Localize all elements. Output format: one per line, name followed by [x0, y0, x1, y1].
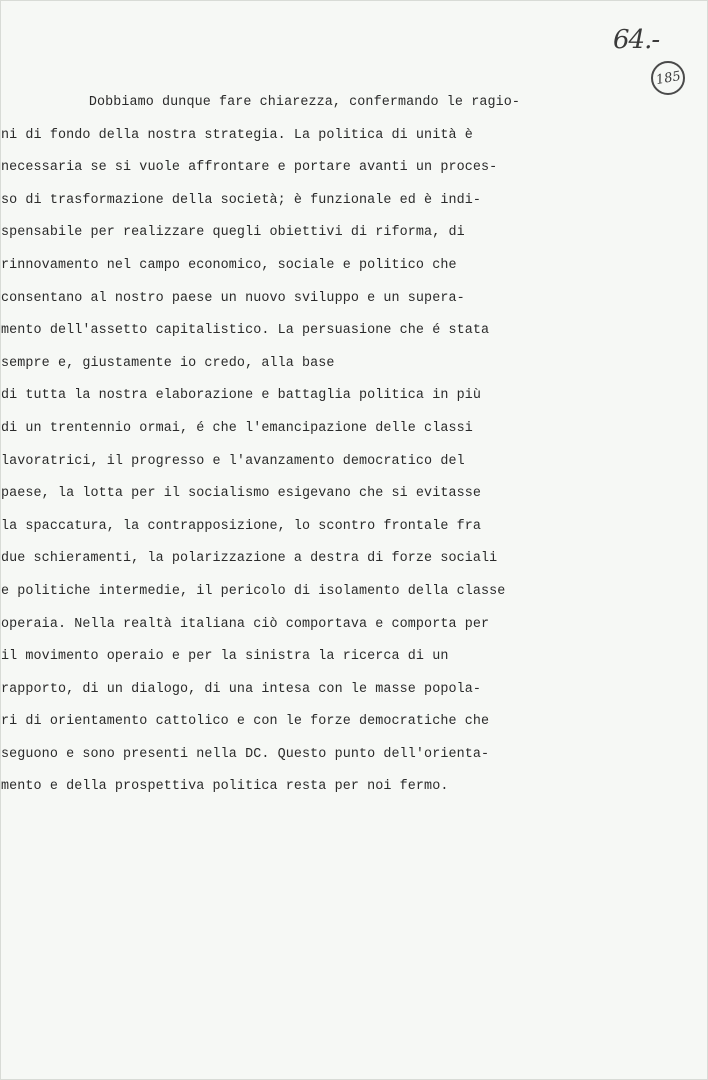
- text-line: sempre e, giustamente io credo, alla base: [1, 355, 335, 371]
- text-line: di tutta la nostra elaborazione e battaglia politica in più: [1, 388, 482, 404]
- text-line: lavoratrici, il progresso e l'avanzamento democratico del: [1, 453, 465, 469]
- text-line: paese, la lotta per il socialismo esigevano che si evitasse: [1, 486, 482, 502]
- text-line: mento e della prospettiva politica resta per noi fermo.: [1, 779, 449, 795]
- text-line: consentano al nostro paese un nuovo sviluppo e un supera-: [1, 290, 465, 306]
- text-line: Dobbiamo dunque fare chiarezza, confermando le ragio-: [40, 95, 521, 110]
- text-line: due schieramenti, la polarizzazione a destra di forze sociali: [1, 551, 498, 567]
- text-line: la spaccatura, la contrapposizione, lo scontro frontale fra: [1, 518, 482, 534]
- archive-stamp-number: 185: [654, 68, 682, 88]
- text-line: operaia. Nella realtà italiana ciò comportava e comporta per: [1, 616, 490, 632]
- text-line: rapporto, di un dialogo, di una intesa con le masse popola-: [1, 681, 482, 697]
- text-line: ni di fondo della nostra strategia. La politica di unità è: [1, 127, 473, 143]
- handwritten-page-number: 64.-: [613, 25, 660, 55]
- text-line: il movimento operaio e per la sinistra la ricerca di un: [1, 649, 449, 665]
- text-line: so di trasformazione della società; è funzionale ed è indi-: [1, 192, 482, 208]
- text-line: necessaria se si vuole affrontare e portare avanti un proces-: [1, 160, 498, 176]
- text-line: e politiche intermedie, il pericolo di isolamento della classe: [1, 583, 506, 599]
- text-line: mento dell'assetto capitalistico. La persuasione che é stata: [1, 323, 490, 339]
- text-line: spensabile per realizzare quegli obiettivi di riforma, di: [1, 225, 465, 241]
- text-line: ri di orientamento cattolico e con le forze democratiche che: [1, 714, 490, 730]
- typed-text-block: [1, 87, 680, 804]
- text-line: di un trentennio ormai, é che l'emancipazione delle classi: [1, 420, 473, 436]
- text-line: rinnovamento nel campo economico, sociale e politico che: [1, 257, 457, 273]
- text-line: seguono e sono presenti nella DC. Questo punto dell'orienta-: [1, 746, 490, 762]
